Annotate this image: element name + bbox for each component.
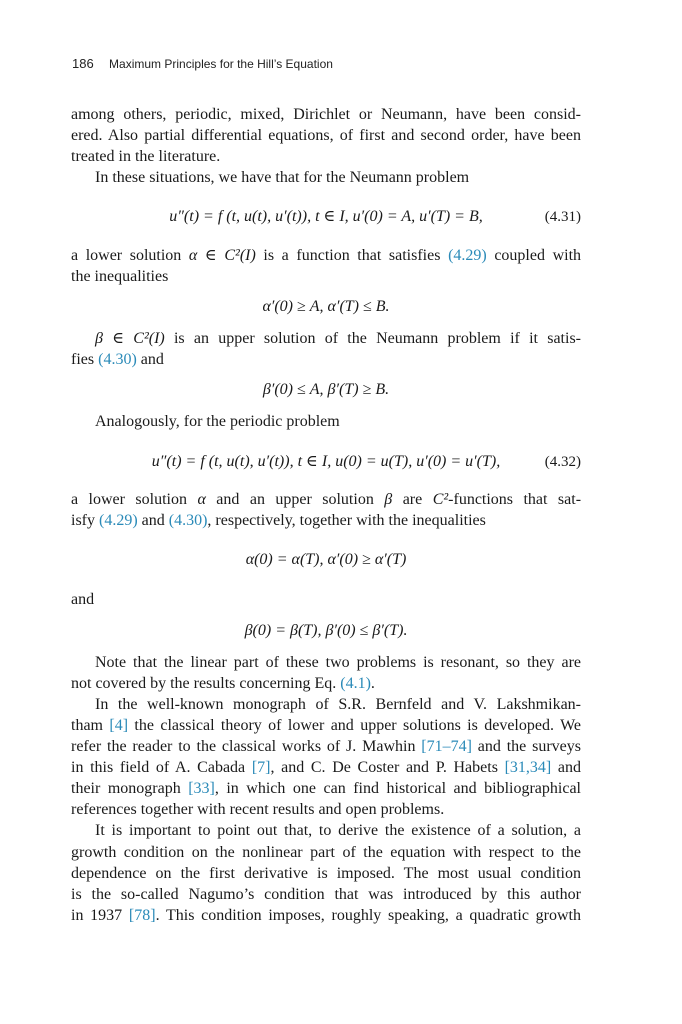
citation-link[interactable]: [4] bbox=[109, 717, 129, 734]
text-line bbox=[95, 329, 581, 349]
text-line bbox=[71, 490, 581, 510]
periodic-alpha-conditions: α(0) = α(T), α′(0) ≥ α′(T) bbox=[245, 551, 407, 568]
math-inline: β ∈ C²(I) bbox=[95, 330, 165, 347]
text-span: in 1937 bbox=[71, 907, 129, 924]
citation-link[interactable]: [71–74] bbox=[421, 738, 472, 755]
citation-link[interactable]: [33] bbox=[188, 780, 215, 797]
text-span: , in which one can find historical and bibliographical bbox=[214, 780, 581, 797]
text-line: In these situations, we have that for the Neumann problem bbox=[95, 169, 470, 186]
math-inline: C² bbox=[432, 491, 449, 508]
text-line: among others, periodic, mixed, Dirichlet or Neumann, have been consid- bbox=[71, 106, 581, 123]
inequality-alpha: α′(0) ≥ A, α′(T) ≤ B. bbox=[262, 298, 390, 315]
text-line: ered. Also partial differential equations, of first and second order, have been bbox=[71, 127, 581, 144]
citation-link[interactable]: [31,34] bbox=[504, 759, 552, 776]
periodic-beta-conditions: β(0) = β(T), β′(0) ≤ β′(T). bbox=[244, 622, 408, 639]
text-span: and an upper solution bbox=[205, 491, 385, 508]
text-line: references together with recent results and open problems. bbox=[71, 801, 445, 818]
text-line bbox=[71, 737, 581, 757]
citation-link[interactable]: [78] bbox=[128, 907, 156, 924]
page-number: 186 bbox=[72, 56, 94, 71]
text-span: is a function that satisfies bbox=[255, 247, 449, 264]
text-span: -functions that sat- bbox=[448, 491, 582, 508]
math-inline: β bbox=[384, 491, 393, 508]
math-inline: α bbox=[197, 491, 206, 508]
text-line: Note that the linear part of these two problems is resonant, so they are bbox=[95, 654, 581, 671]
text-span: is an upper solution of the Neumann problem if it satis- bbox=[164, 330, 581, 347]
text-span: their monograph bbox=[71, 780, 189, 797]
text-span: , and C. De Coster and P. Habets bbox=[270, 759, 505, 776]
text-span: in this field of A. Cabada bbox=[71, 759, 252, 776]
text-span: not covered by the results concerning Eq. bbox=[71, 675, 341, 692]
equation-link[interactable]: (4.30) bbox=[98, 351, 137, 368]
text-span: . bbox=[370, 675, 375, 692]
math-inline: α ∈ C²(I) bbox=[188, 247, 256, 264]
inequality-beta: β′(0) ≤ A, β′(T) ≥ B. bbox=[262, 381, 390, 398]
text-span: coupled with bbox=[486, 247, 582, 264]
text-line: treated in the literature. bbox=[71, 148, 221, 165]
text-line: In the well-known monograph of S.R. Bernfeld and V. Lakshmikan- bbox=[95, 696, 581, 713]
text-span: and bbox=[136, 351, 164, 368]
text-span: fies bbox=[71, 351, 99, 368]
text-line: It is important to point out that, to derive the existence of a solution, a bbox=[95, 822, 581, 839]
text-line bbox=[71, 511, 581, 531]
equation-body: u″(t) = f (t, u(t), u′(t)), t ∈ I, u(0) = u(T), u′(0) = u′(T), bbox=[151, 453, 501, 470]
equation-link[interactable]: (4.30) bbox=[168, 512, 208, 529]
equation-4-32 bbox=[71, 452, 581, 472]
text-span: a lower solution bbox=[71, 247, 189, 264]
text-line: growth condition on the nonlinear part of the equation with respect to the bbox=[71, 844, 581, 861]
citation-link[interactable]: [7] bbox=[251, 759, 271, 776]
text-span: are bbox=[392, 491, 433, 508]
text-span: and bbox=[551, 759, 582, 776]
text-span: and the surveys bbox=[471, 738, 582, 755]
equation-number: (4.32) bbox=[544, 454, 581, 470]
text-span: the classical theory of lower and upper solutions is developed. We bbox=[128, 717, 581, 734]
text-span: refer the reader to the classical works of J. Mawhin bbox=[71, 738, 422, 755]
text-line: the inequalities bbox=[71, 268, 169, 285]
equation-number: (4.31) bbox=[544, 209, 581, 225]
text-line bbox=[71, 246, 581, 266]
text-line bbox=[71, 779, 581, 799]
running-title: Maximum Principles for the Hill’s Equation bbox=[109, 57, 333, 71]
text-line: dependence on the first derivative is imposed. The most usual condition bbox=[71, 865, 581, 882]
text-span: , respectively, together with the inequalities bbox=[207, 512, 486, 529]
equation-body: u″(t) = f (t, u(t), u′(t)), t ∈ I, u′(0) = A, u′(T) = B, bbox=[169, 208, 483, 225]
equation-4-31 bbox=[71, 207, 581, 227]
text-span: . This condition imposes, roughly speaking, a quadratic growth bbox=[155, 907, 582, 924]
equation-link[interactable]: (4.29) bbox=[448, 247, 487, 264]
text-span: isfy bbox=[71, 512, 99, 529]
text-line bbox=[71, 906, 581, 926]
text-span: a lower solution bbox=[71, 491, 198, 508]
text-line: and bbox=[71, 591, 95, 608]
text-line bbox=[71, 716, 581, 736]
text-span: tham bbox=[71, 717, 110, 734]
equation-link[interactable]: (4.29) bbox=[99, 512, 138, 529]
text-line: Analogously, for the periodic problem bbox=[95, 413, 340, 430]
text-line bbox=[71, 350, 581, 370]
text-span: and bbox=[137, 512, 169, 529]
text-line bbox=[71, 674, 581, 694]
text-line bbox=[71, 758, 581, 778]
text-line: is the so-called Nagumo’s condition that was introduced by this author bbox=[71, 886, 581, 903]
running-header bbox=[72, 56, 333, 71]
equation-link[interactable]: (4.1) bbox=[340, 675, 371, 692]
